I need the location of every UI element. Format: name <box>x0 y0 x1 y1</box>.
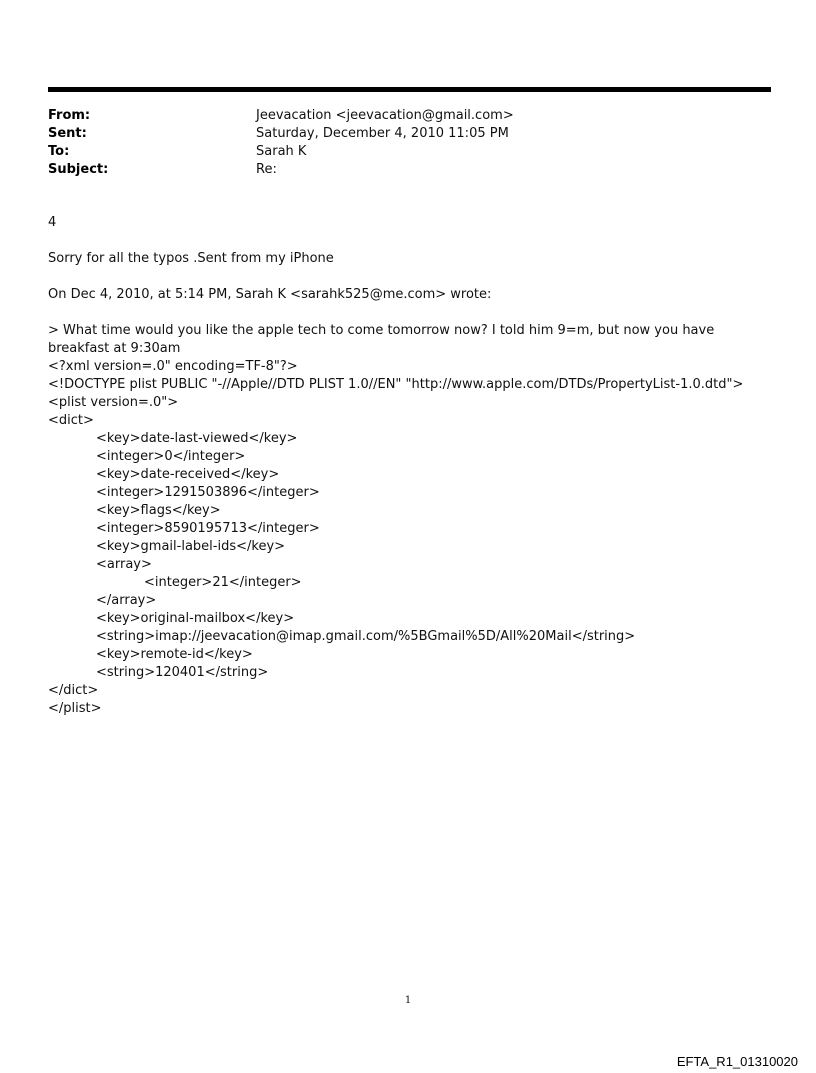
to-value: Sarah K <box>256 144 307 159</box>
subject-label: Subject: <box>48 162 109 177</box>
to-label: To: <box>48 144 70 159</box>
email-header <box>48 107 748 179</box>
plist-entry: <key>flags</key> <box>96 503 221 518</box>
from-row <box>48 107 748 125</box>
plist-close: </plist> <box>48 701 102 716</box>
plist-array-item: <integer>21</integer> <box>144 575 302 590</box>
reply-text: Sorry for all the typos .Sent from my iPhone <box>48 251 334 266</box>
page-number: 1 <box>404 995 412 1006</box>
plist-entry: <key>gmail-label-ids</key> <box>96 539 286 554</box>
plist-entry: <integer>0</integer> <box>96 449 246 464</box>
plist-entry: <key>date-last-viewed</key> <box>96 431 298 446</box>
plist-entry: <integer>8590195713</integer> <box>96 521 320 536</box>
plist-entry: <key>original-mailbox</key> <box>96 611 295 626</box>
sent-row <box>48 125 748 143</box>
body-line-count: 4 <box>48 215 57 230</box>
doctype-line: <!DOCTYPE plist PUBLIC "-//Apple//DTD PLIST 1.0//EN" "http://www.apple.com/DTDs/PropertyList-1.0.dtd"> <box>48 377 744 392</box>
header-rule <box>48 87 771 92</box>
subject-value: Re: <box>256 162 277 177</box>
dict-close: </dict> <box>48 683 99 698</box>
to-row <box>48 143 748 161</box>
subject-row <box>48 161 748 179</box>
sent-label: Sent: <box>48 126 87 141</box>
dict-open: <dict> <box>48 413 94 428</box>
from-value: Jeevacation <jeevacation@gmail.com> <box>256 108 514 123</box>
email-body <box>48 214 768 718</box>
bates-number: EFTA_R1_01310020 <box>676 1054 798 1069</box>
plist-entry: <key>remote-id</key> <box>96 647 253 662</box>
plist-array-open: <array> <box>96 557 152 572</box>
sent-value: Saturday, December 4, 2010 11:05 PM <box>256 126 509 141</box>
xml-declaration: <?xml version=.0" encoding=TF-8"?> <box>48 359 298 374</box>
quoted-message: > What time would you like the apple tech to come tomorrow now? I told him 9=m, but now you have breakfast at 9:30am <box>48 323 715 356</box>
plist-open: <plist version=.0"> <box>48 395 179 410</box>
from-label: From: <box>48 108 91 123</box>
plist-array-close: </array> <box>96 593 157 608</box>
quote-intro: On Dec 4, 2010, at 5:14 PM, Sarah K <sarahk525@me.com> wrote: <box>48 287 492 302</box>
plist-entry: <integer>1291503896</integer> <box>96 485 320 500</box>
plist-entry: <string>120401</string> <box>96 665 269 680</box>
plist-entry: <key>date-received</key> <box>96 467 280 482</box>
plist-entry: <string>imap://jeevacation@imap.gmail.com/%5BGmail%5D/All%20Mail</string> <box>96 629 636 644</box>
